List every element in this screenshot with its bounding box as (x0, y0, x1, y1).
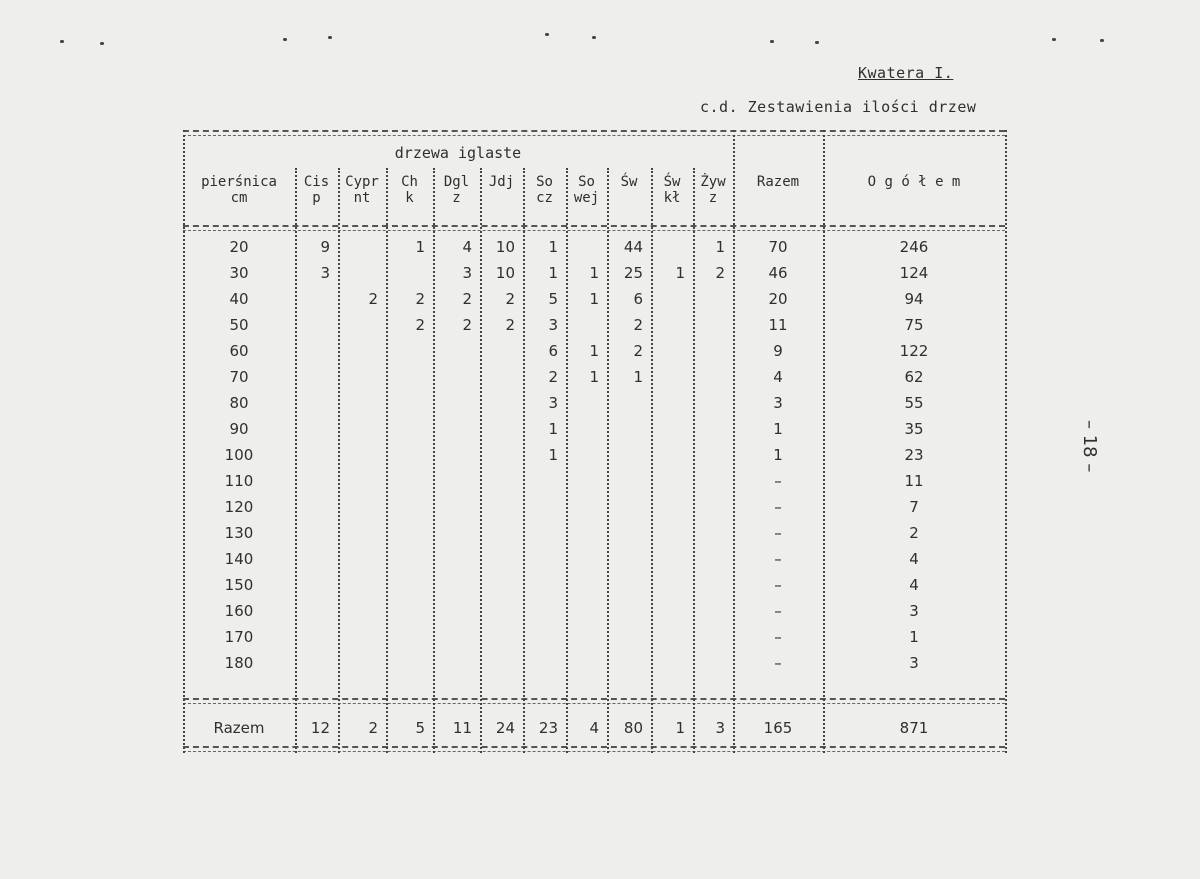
table-cell: 3 (909, 654, 919, 672)
table-cell: 20 (229, 238, 249, 256)
table-cell: 160 (224, 602, 254, 620)
table-cell: 1 (415, 238, 425, 256)
table-cell: 140 (224, 550, 254, 568)
table-rule (183, 746, 1005, 748)
table-rule (183, 230, 1005, 231)
table-cell: 11 (904, 472, 924, 490)
table-cell: 4 (909, 576, 919, 594)
table-cell: 60 (229, 342, 249, 360)
group-title: drzewa iglaste (394, 144, 522, 162)
column-header: So wej (573, 174, 600, 206)
table-cell: 80 (229, 394, 249, 412)
column-header: Jdj (488, 174, 515, 190)
table-cell: 25 (623, 264, 643, 282)
table-cell: 44 (623, 238, 643, 256)
table-cell: – (774, 576, 782, 594)
table-rule (183, 703, 1005, 704)
column-header: Św kł (663, 174, 681, 206)
table-cell: 2 (462, 316, 472, 334)
table-cell: 1 (548, 446, 558, 464)
table-cell: 2 (633, 342, 643, 360)
paper-speck (60, 40, 64, 43)
total-cell: 11 (452, 719, 472, 737)
paper-speck (100, 42, 104, 45)
paper-speck (1100, 39, 1104, 42)
table-cell: – (774, 654, 782, 672)
table-cell: 94 (904, 290, 924, 308)
table-cell: 35 (904, 420, 924, 438)
table-cell: – (774, 628, 782, 646)
table-cell: 2 (548, 368, 558, 386)
table-cell: 120 (224, 498, 254, 516)
total-cell: 1 (675, 719, 685, 737)
table-cell: 2 (505, 290, 515, 308)
table-cell: 150 (224, 576, 254, 594)
table-cell: – (774, 472, 782, 490)
table-cell: 4 (773, 368, 783, 386)
table-cell: 1 (773, 420, 783, 438)
tree-count-table (183, 130, 1005, 760)
document-subtitle: c.d. Zestawienia ilości drzew (700, 98, 977, 116)
total-cell: Razem (213, 719, 265, 737)
table-cell: 1 (633, 368, 643, 386)
table-cell: 75 (904, 316, 924, 334)
table-cell: 10 (495, 264, 515, 282)
table-rule (183, 130, 1005, 132)
table-cell: 2 (462, 290, 472, 308)
document-title: Kwatera I. (858, 64, 954, 82)
table-cell: 1 (773, 446, 783, 464)
table-cell: 2 (368, 290, 378, 308)
total-cell: 871 (899, 719, 929, 737)
table-rule (183, 698, 1005, 700)
total-cell: 24 (495, 719, 515, 737)
column-header: Cypr nt (345, 174, 379, 206)
table-cell: 2 (505, 316, 515, 334)
table-cell: 130 (224, 524, 254, 542)
table-cell: 9 (773, 342, 783, 360)
total-cell: 165 (763, 719, 793, 737)
table-cell: 30 (229, 264, 249, 282)
table-cell: 1 (548, 238, 558, 256)
table-cell: 70 (768, 238, 788, 256)
table-cell: 1 (715, 238, 725, 256)
table-cell: 3 (320, 264, 330, 282)
table-cell: 100 (224, 446, 254, 464)
column-header: O g ó ł e m (867, 174, 961, 190)
table-cell: 124 (899, 264, 929, 282)
table-cell: 90 (229, 420, 249, 438)
table-cell: 6 (548, 342, 558, 360)
table-cell: 6 (633, 290, 643, 308)
column-divider (651, 168, 653, 753)
table-rule (183, 135, 1005, 136)
total-cell: 3 (715, 719, 725, 737)
table-cell: 1 (589, 290, 599, 308)
total-cell: 12 (310, 719, 330, 737)
column-divider (1005, 130, 1007, 753)
table-cell: 3 (548, 316, 558, 334)
table-rule (183, 751, 1005, 752)
table-cell: – (774, 498, 782, 516)
table-cell: 2 (415, 316, 425, 334)
column-header: pierśnica cm (201, 174, 277, 206)
table-cell: 1 (548, 420, 558, 438)
column-divider (338, 168, 340, 753)
table-cell: 1 (589, 368, 599, 386)
page-number-text: – 18 – (1079, 420, 1100, 473)
total-cell: 5 (415, 719, 425, 737)
column-divider (566, 168, 568, 753)
paper-speck (545, 33, 549, 36)
paper-speck (1052, 38, 1056, 41)
table-rule (183, 225, 1005, 227)
column-header: Razem (756, 174, 800, 190)
column-header: So cz (536, 174, 553, 206)
table-cell: 70 (229, 368, 249, 386)
table-cell: 170 (224, 628, 254, 646)
column-header: Dgl z (443, 174, 470, 206)
table-cell: 180 (224, 654, 254, 672)
table-cell: 5 (548, 290, 558, 308)
table-cell: 1 (589, 342, 599, 360)
paper-speck (283, 38, 287, 41)
table-cell: 4 (909, 550, 919, 568)
page-number (1079, 380, 1130, 480)
table-cell: 7 (909, 498, 919, 516)
column-header: Ch k (401, 174, 418, 206)
column-header: Św (620, 174, 638, 190)
total-cell: 4 (589, 719, 599, 737)
table-cell: 3 (773, 394, 783, 412)
table-cell: 246 (899, 238, 929, 256)
table-cell: 1 (589, 264, 599, 282)
total-cell: 2 (368, 719, 378, 737)
table-cell: 2 (633, 316, 643, 334)
table-cell: 9 (320, 238, 330, 256)
table-cell: 1 (909, 628, 919, 646)
table-cell: 40 (229, 290, 249, 308)
total-cell: 23 (538, 719, 558, 737)
table-cell: 2 (715, 264, 725, 282)
paper-speck (328, 36, 332, 39)
table-cell: – (774, 602, 782, 620)
table-cell: 4 (462, 238, 472, 256)
table-cell: 2 (909, 524, 919, 542)
column-header: Cis p (303, 174, 330, 206)
table-cell: 3 (909, 602, 919, 620)
table-cell: 50 (229, 316, 249, 334)
table-cell: 62 (904, 368, 924, 386)
paper-speck (770, 40, 774, 43)
table-cell: 110 (224, 472, 254, 490)
table-cell: – (774, 550, 782, 568)
table-cell: 55 (904, 394, 924, 412)
table-cell: – (774, 524, 782, 542)
paper-speck (592, 36, 596, 39)
table-cell: 1 (675, 264, 685, 282)
paper-speck (815, 41, 819, 44)
table-cell: 46 (768, 264, 788, 282)
column-header: Żyw z (700, 174, 726, 206)
table-cell: 23 (904, 446, 924, 464)
table-cell: 1 (548, 264, 558, 282)
table-cell: 3 (462, 264, 472, 282)
table-cell: 11 (768, 316, 788, 334)
table-cell: 10 (495, 238, 515, 256)
table-cell: 2 (415, 290, 425, 308)
table-cell: 20 (768, 290, 788, 308)
table-cell: 122 (899, 342, 929, 360)
total-cell: 80 (623, 719, 643, 737)
table-cell: 3 (548, 394, 558, 412)
